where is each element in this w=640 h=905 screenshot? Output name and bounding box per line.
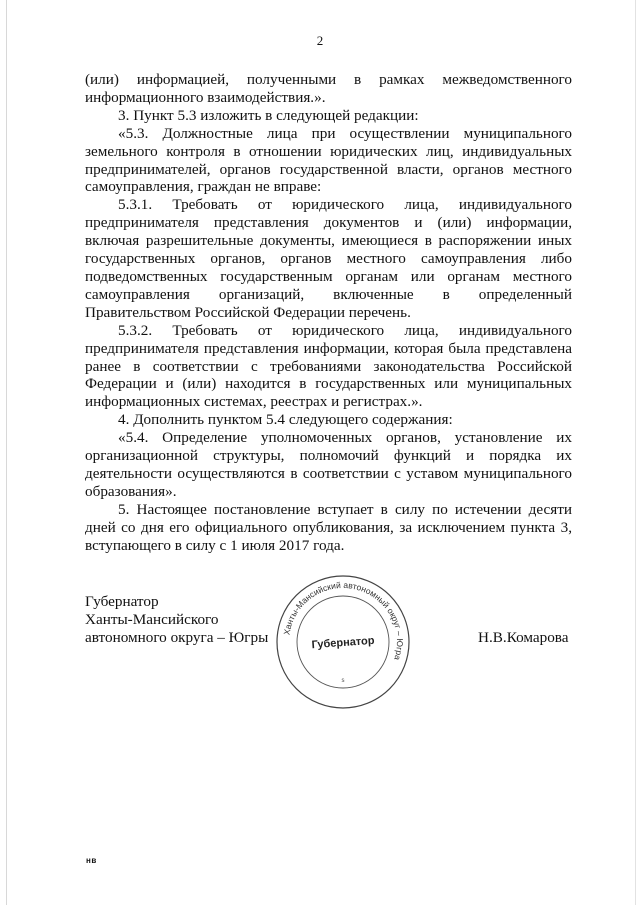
signer-title-line1: Губернатор bbox=[85, 593, 159, 610]
page-number: 2 bbox=[316, 33, 324, 48]
paragraph-item-5: 5. Настоящее постановление вступает в силу по истечении десяти дней со дня его официального опубликования, за исключением пункта 3, вступающего в силу с 1 июля 2017 года. bbox=[85, 500, 572, 554]
signer-title-line3: автономного округа – Югры bbox=[85, 629, 269, 646]
paragraph-5-4: «5.4. Определение уполномоченных органов, установление их организационной структуры, полномочий функций и порядка их деятельности осуществляются в соответствии с уставом муниципального образования». bbox=[85, 429, 572, 500]
paragraph-5-3-1: 5.3.1. Требовать от юридического лица, индивидуального предпринимателя представления документов и (или) информации, включая разрешительные документы, имеющиеся в распоряжении иных государственных органов, органов местного самоуправления либо подведомственных государственным органам или органам местного самоуправления организаций, включенные в определенный Правительством Российской Федерации перечень. bbox=[85, 196, 572, 321]
paragraph-continuation: (или) информацией, полученными в рамках межведомственного информационного взаимодействия.». bbox=[85, 71, 572, 106]
paragraph-item-4: 4. Дополнить пунктом 5.4 следующего содержания: bbox=[118, 411, 453, 429]
scan-edge-right bbox=[635, 0, 636, 905]
seal-bottom-mark: s bbox=[341, 678, 345, 684]
official-seal bbox=[275, 574, 411, 710]
paragraph-item-3: 3. Пункт 5.3 изложить в следующей редакции: bbox=[118, 106, 419, 124]
scan-edge-left bbox=[6, 0, 7, 905]
document-body bbox=[85, 71, 572, 554]
signature-block bbox=[85, 593, 268, 647]
paragraph-5-3-2: 5.3.2. Требовать от юридического лица, индивидуального предпринимателя представления информации, которая была представлена ранее в соответствии с требованиями законодательства Российской Федерации и (или) находится в государственных или муниципальных информационных системах, реестрах и регистрах.». bbox=[85, 321, 572, 411]
signer-title-line2: Ханты-Мансийского bbox=[85, 611, 219, 628]
footer-code: нв bbox=[86, 856, 97, 865]
seal-ring-text: Ханты-Мансийский автономный округ – Югра bbox=[281, 579, 406, 662]
signer-name: Н.В.Комарова bbox=[478, 629, 569, 646]
paragraph-5-3: «5.3. Должностные лица при осуществлении муниципального земельного контроля в отношении юридических лиц, индивидуальных предпринимателей, органов государственной власти, органов местного самоуправления, граждан не вправе: bbox=[85, 124, 572, 196]
seal-center-text: Губернатор bbox=[311, 634, 375, 652]
